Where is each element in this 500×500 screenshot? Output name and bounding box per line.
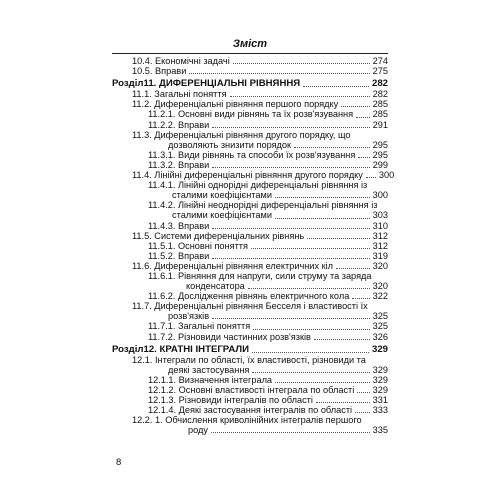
leader-dots (316, 402, 370, 403)
running-header-title: Зміст (232, 38, 268, 50)
toc-chapter-entry (112, 79, 388, 89)
toc-entry (112, 395, 388, 405)
toc-entry (112, 231, 388, 241)
toc-entry-label: 11.2. Диференціальні рівняння першого порядку (132, 99, 339, 110)
toc-entry-label: 11.3.2. Вправи (148, 159, 210, 170)
toc-page-number: 335 (372, 425, 388, 436)
toc-page-number: 282 (372, 89, 388, 100)
leader-dots (252, 352, 369, 353)
toc-entry-label: 11.7. Диференціальні рівняння Бесселя і властивості їх (132, 301, 368, 312)
toc-entry-continuation: деякі застосування (168, 364, 250, 375)
leader-dots (356, 117, 370, 118)
leader-dots (275, 197, 370, 198)
leader-dots (253, 329, 369, 330)
toc-page-number: 329 (371, 343, 388, 355)
toc-page-number: 291 (372, 119, 388, 130)
toc-page-number: 285 (372, 109, 388, 120)
toc-page-number: 319 (372, 250, 388, 261)
toc-page-number: 329 (372, 385, 388, 395)
leader-dots (314, 339, 370, 340)
toc-entry-label: 11.4.1. Лінійні однорідні диференціальні рівняння із (148, 180, 368, 191)
toc-entry (112, 66, 388, 76)
toc-entry-label: 12.1.2. Основні властивості інтеграла по області (148, 385, 355, 395)
toc-entry (112, 150, 388, 160)
toc-entry-label: 10.4. Економічні задачі (132, 56, 230, 66)
toc-entry-label: 12.1. Інтеграли по області, їх властивості, різновиди та (132, 354, 366, 365)
toc-entry-label: 12.1.3. Різновиди інтегралів по області (148, 395, 313, 406)
toc-entry-label: 12.1.1. Визначення інтеграла (148, 374, 273, 385)
toc-entry-label: 11.4. Лінійні диференціальні рівняння другого порядку (132, 170, 363, 181)
toc-entry (112, 99, 388, 109)
toc-page-number: 325 (372, 321, 388, 332)
toc-page-number: 285 (372, 99, 388, 110)
toc-page-number: 329 (372, 364, 388, 375)
toc-entry (112, 170, 395, 181)
toc-entry (112, 291, 388, 301)
toc-entry (112, 160, 388, 170)
toc-entry-label: 10.5. Вправи (132, 66, 187, 77)
toc-page-number: 326 (372, 331, 388, 342)
toc-page-number: 325 (372, 311, 388, 322)
toc-page-number: 329 (372, 374, 388, 385)
toc-entry (112, 271, 388, 291)
leader-dots (211, 432, 370, 433)
toc-entry-label: 11.4.3. Вправи (148, 220, 210, 231)
toc-page-number: 322 (372, 291, 388, 302)
leader-dots (230, 96, 370, 97)
leader-dots (248, 288, 370, 289)
leader-dots (307, 238, 369, 239)
leader-dots (355, 412, 370, 413)
leader-dots (275, 218, 370, 219)
toc-entry (112, 221, 388, 231)
table-of-contents (112, 56, 395, 436)
toc-page-number: 295 (372, 149, 388, 160)
toc-page-number: 331 (372, 395, 388, 406)
toc-entry (112, 241, 388, 251)
leader-dots (275, 382, 370, 383)
toc-entry (112, 375, 388, 385)
toc-entry-label: 11.5.2. Вправи (148, 250, 210, 261)
toc-entry-label: 11.7.2. Різновиди частинних розв'язків (148, 331, 311, 342)
toc-page-number: 312 (372, 240, 388, 251)
leader-dots (358, 157, 369, 158)
toc-page-number: 310 (372, 220, 388, 231)
toc-page-number: 300 (372, 190, 388, 201)
toc-page-number: 282 (371, 78, 388, 90)
leader-dots (303, 86, 369, 87)
toc-entry (112, 89, 388, 99)
toc-page-number: 333 (372, 405, 388, 416)
toc-entry-continuation: сталими коефіцієнтами (172, 210, 272, 221)
toc-entry (112, 355, 388, 375)
toc-entry-label: 12.1.4. Деякі застосування інтегралів по області (148, 405, 353, 416)
page-number: 8 (116, 457, 122, 468)
toc-page-number: 274 (372, 56, 388, 66)
toc-entry-label: 11.3. Диференціальні рівняння другого порядку, що (132, 129, 351, 140)
toc-entry (112, 56, 388, 66)
leader-dots (212, 228, 369, 229)
leader-dots (212, 167, 369, 168)
toc-entry (112, 180, 388, 200)
toc-entry (112, 405, 388, 415)
toc-entry (112, 301, 388, 321)
toc-entry (112, 321, 388, 331)
toc-page-number: 299 (372, 159, 388, 170)
leader-dots (341, 106, 369, 107)
leader-dots (252, 372, 369, 373)
toc-page-number: 312 (372, 230, 388, 241)
toc-chapter-label: Розділ11. ДИФЕРЕНЦІАЛЬНІ РІВНЯННЯ (112, 78, 301, 90)
leader-dots (212, 258, 369, 259)
toc-entry (112, 251, 388, 261)
toc-entry-label: 11.6.2. Дослідження рівнянь електричного кола (148, 291, 350, 302)
toc-entry-label: 11.5.1. Основні поняття (148, 240, 248, 251)
leader-dots (294, 147, 370, 148)
toc-entry-label: 11.6. Диференціальні рівняння електричних кіл (132, 260, 334, 271)
leader-dots (251, 248, 370, 249)
leader-dots (352, 298, 369, 299)
leader-dots (366, 177, 376, 178)
toc-entry (112, 130, 388, 150)
toc-entry (112, 415, 388, 435)
toc-entry (112, 261, 388, 271)
toc-page-number: 295 (372, 139, 388, 150)
toc-entry-label: 11.2.1. Основні види рівнянь та їх розв'язування (148, 109, 354, 120)
toc-entry (112, 109, 388, 119)
toc-entry-continuation: конденсатора (186, 281, 245, 292)
leader-dots (336, 268, 370, 269)
toc-entry-label: 11.6.1. Рівняння для напруги, сили струму та заряда (148, 270, 372, 281)
toc-entry-label: 11.3.1. Види рівнянь та способи їх розв'язування (148, 149, 356, 160)
toc-entry-label: 11.5. Системи диференціальних рівнянь (132, 230, 305, 241)
toc-entry (112, 385, 388, 395)
toc-entry-continuation: сталими коефіцієнтами (172, 190, 272, 201)
toc-entry-continuation: роду (188, 425, 208, 436)
toc-entry (112, 332, 388, 342)
leader-dots (212, 127, 369, 128)
toc-page-number: 320 (372, 281, 388, 292)
toc-entry (112, 200, 388, 220)
toc-entry-label: 11.4.2. Лінійні неоднорідні диференціальні рівняння із (148, 200, 378, 211)
leader-dots (212, 318, 370, 319)
toc-entry-label: 11.7.1. Загальні поняття (148, 321, 251, 332)
toc-entry-label: 11.2.2. Вправи (148, 119, 210, 130)
toc-entry-continuation: дозволяють знизити порядок (168, 139, 292, 150)
toc-page-number: 300 (378, 170, 395, 181)
leader-dots (189, 73, 369, 74)
header-rule (112, 53, 388, 54)
toc-chapter-label: Розділ12. КРАТНІ ІНТЕГРАЛИ (112, 343, 250, 355)
toc-entry (112, 120, 388, 130)
toc-page-number: 320 (372, 260, 388, 271)
toc-page-number: 275 (372, 66, 388, 77)
toc-chapter-entry (112, 345, 388, 355)
toc-entry-continuation: розв'язків (168, 311, 210, 322)
leader-dots (233, 63, 370, 64)
leader-dots (357, 392, 369, 393)
toc-entry-label: 11.1. Загальні поняття (132, 89, 227, 100)
toc-entry-label: 12.2. 1. Обчислення криволінійних інтегралів першого (132, 415, 362, 426)
toc-page-number: 303 (372, 210, 388, 221)
